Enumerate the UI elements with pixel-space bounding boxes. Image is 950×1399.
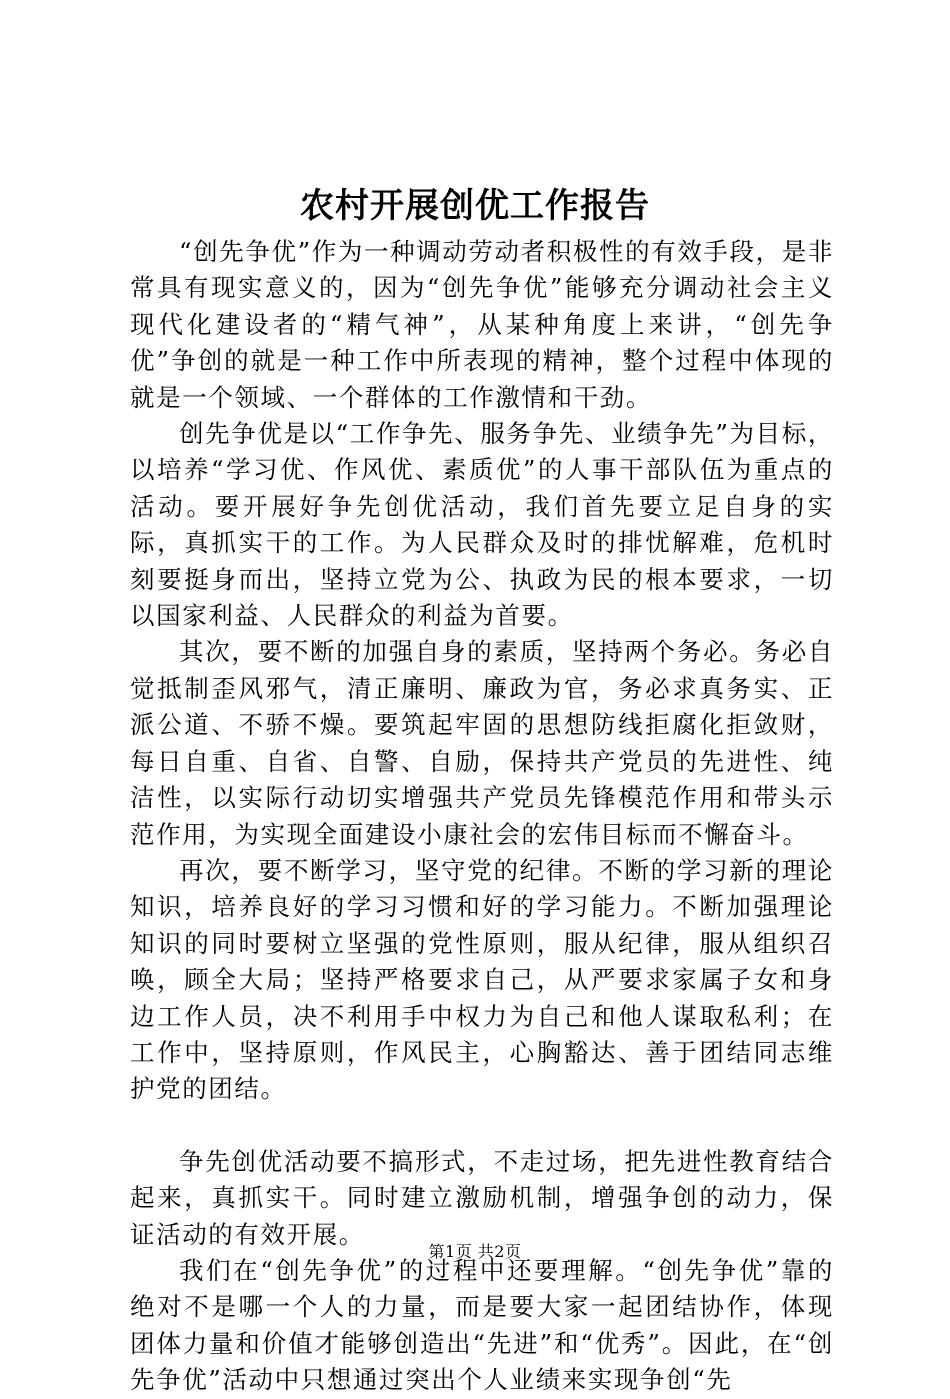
paragraph-3: 其次，要不断的加强自身的素质，坚持两个务必。务必自觉抵制歪风邪气，清正廉明、廉政为官，务必求真务实、正派公道、不骄不燥。要筑起牢固的思想防线拒腐化拒敛财，每日自重、自省、自警、自励，保持共产党员的先进性、纯洁性，以实际行动切实增强共产党员先锋模范作用和带头示范作用，为实现全面建设小康社会的宏伟目标而不懈奋斗。 xyxy=(130,637,834,849)
page-number-footer: 第1页 共2页 xyxy=(428,1242,522,1261)
document-body xyxy=(130,234,834,1399)
paragraph-4: 再次，要不断学习，坚守党的纪律。不断的学习新的理论知识，培养良好的学习习惯和好的学习能力。不断加强理论知识的同时要树立坚强的党性原则，服从纪律，服从组织召唤，顾全大局；坚持严格要求自己，从严要求家属子女和身边工作人员，决不利用手中权力为自己和他人谋取私利；在工作中，坚持原则，作风民主，心胸豁达、善于团结同志维护党的团结。 xyxy=(130,855,834,1104)
paragraph-2: 创先争优是以“工作争先、服务争先、业绩争先”为目标，以培养“学习优、作风优、素质优”的人事干部队伍为重点的活动。要开展好争先创优活动，我们首先要立足自身的实际，真抓实干的工作。为人民群众及时的排忧解难，危机时刻要挺身而出，坚持立党为公、执政为民的根本要求，一切以国家利益、人民群众的利益为首要。 xyxy=(130,419,834,631)
paragraph-6: 我们在“创先争优”的过程中还要理解。“创先争优”靠的绝对不是哪一个人的力量，而是要大家一起团结协作，体现团体力量和价值才能够创造出“先进”和“优秀”。因此，在“创先争优”活动中只想通过突出个人业绩来实现争创“先 xyxy=(130,1255,834,1395)
document-title: 农村开展创优工作报告 xyxy=(300,186,650,226)
paragraph-5: 争先创优活动要不搞形式，不走过场，把先进性教育结合起来，真抓实干。同时建立激励机制，增强争创的动力，保证活动的有效开展。 xyxy=(130,1146,834,1249)
paragraph-1: “创先争优”作为一种调动劳动者积极性的有效手段，是非常具有现实意义的，因为“创先争优”能够充分调动社会主义现代化建设者的“精气神”，从某种角度上来讲，“创先争优”争创的就是一种工作中所表现的精神，整个过程中体现的就是一个领域、一个群体的工作激情和干劲。 xyxy=(130,237,834,412)
